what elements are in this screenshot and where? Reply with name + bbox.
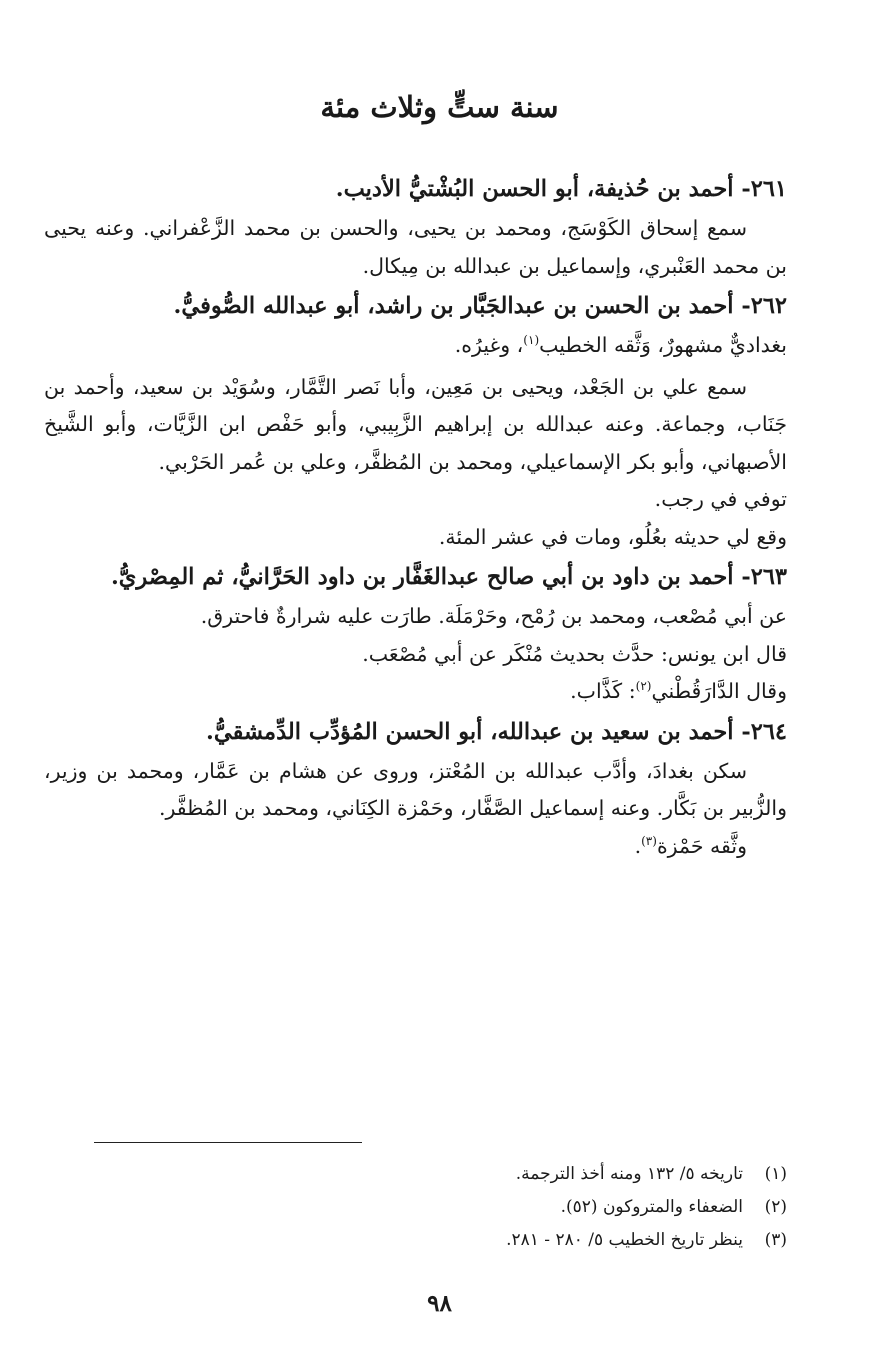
footnote-divider <box>94 1142 362 1143</box>
footnote-ref-3[interactable]: (٣) <box>641 833 657 848</box>
entry-261-paragraph: سمع إسحاق الكَوْسَج، ومحمد بن يحيى، والحسن بن محمد الزَّعْفراني. وعنه يحيى بن محمد العَنْبري، وإسماعيل بن عبدالله بن مِيكال. <box>44 216 787 278</box>
footnote-ref-2[interactable]: (٢) <box>635 679 652 694</box>
page-number: ٩٨ <box>427 1290 452 1317</box>
footnotes <box>44 1158 787 1257</box>
footnote-1-number: (١) <box>764 1164 787 1184</box>
entry-264-heading: ٢٦٤- أحمد بن سعيد بن عبدالله، أبو الحسن المُؤدِّب الدِّمشقيُّ. <box>206 718 787 745</box>
entry-262-paragraph-1 <box>44 327 787 365</box>
entry-263-paragraph-1: عن أبي مُصْعب، ومحمد بن رُمْح، وحَرْمَلَة. طارَت عليه شرارةٌ فاحترق. <box>200 604 787 628</box>
entry-264-paragraph-2 <box>44 828 787 866</box>
entry-262-heading: ٢٦٢- أحمد بن الحسن بن عبدالجَبَّار بن راشد، أبو عبدالله الصُّوفيُّ. <box>173 293 787 319</box>
entry-262-text-b: ، وغيرُه. <box>454 333 524 357</box>
entry-262-text-a: بغداديٌّ مشهورٌ، وَثَّقه الخطيب <box>539 333 787 357</box>
footnote-3-number: (٣) <box>764 1230 787 1250</box>
entry-264-text-b: . <box>634 833 642 858</box>
entry-263-heading: ٢٦٣- أحمد بن داود بن أبي صالح عبدالغَفَّار بن داود الحَرَّانيُّ، ثم المِصْريُّ. <box>110 564 787 590</box>
entry-263-text-a: وقال الدَّارَقُطْني <box>651 679 787 703</box>
entry-264-text-a: وثَّقه حَمْزة <box>656 833 747 858</box>
footnote-3 <box>44 1224 787 1257</box>
entry-264-paragraph-1: سكن بغدادَ، وأدَّب عبدالله بن المُعْتز، وروى عن هشام بن عَمَّار، ومحمد بن وزير، والزُّبير بن بَكَّار. وعنه إسماعيل الصَّفَّار، وحَمْزة الكِنَاني، ومحمد بن المُظفَّر. <box>44 758 787 820</box>
entry-263-paragraph-2: قال ابن يونس: حدَّث بحديث مُنْكَر عن أبي مُصْعَب. <box>362 641 787 666</box>
page-title: سنة ستٍّ وثلاث مئة <box>320 90 559 124</box>
entry-262-paragraph-3: توفي في رجب. <box>654 487 787 511</box>
footnote-3-text: ينظر تاريخ الخطيب ٥/ ٢٨٠ - ٢٨١. <box>506 1230 743 1250</box>
entry-262-paragraph-4: وقع لي حديثه بعُلُو، ومات في عشر المئة. <box>438 524 787 549</box>
footnote-1 <box>44 1158 787 1191</box>
footnote-ref-1[interactable]: (١) <box>523 333 540 348</box>
footnote-2-text: الضعفاء والمتروكون (٥٢). <box>560 1197 743 1217</box>
footnote-1-text: تاريخه ٥/ ١٣٢ ومنه أخذ الترجمة. <box>515 1164 743 1184</box>
footnote-2 <box>44 1191 787 1224</box>
entry-263-paragraph-3 <box>44 673 787 711</box>
footnote-2-number: (٢) <box>764 1197 787 1217</box>
entry-262-paragraph-2: سمع علي بن الجَعْد، ويحيى بن مَعِين، وأبا نَصر التَّمَّار، وسُوَيْد بن سعيد، وأحمد بن جَنَاب، وجماعة. وعنه عبدالله بن إبراهيم الزَّبِيبي، وأبو حَفْص ابن الزَّيَّات، وأبو الشَّيخ الأصبهاني، وأبو بكر الإسماعيلي، ومحمد بن المُظفَّر، وعلي بن عُمر الحَرْبي. <box>44 374 787 474</box>
entry-263-text-b: : كَذَّاب. <box>570 679 636 703</box>
entry-261-heading: ٢٦١- أحمد بن حُذيفة، أبو الحسن البُشْتيُّ الأديب. <box>335 176 787 202</box>
main-text <box>44 168 787 865</box>
